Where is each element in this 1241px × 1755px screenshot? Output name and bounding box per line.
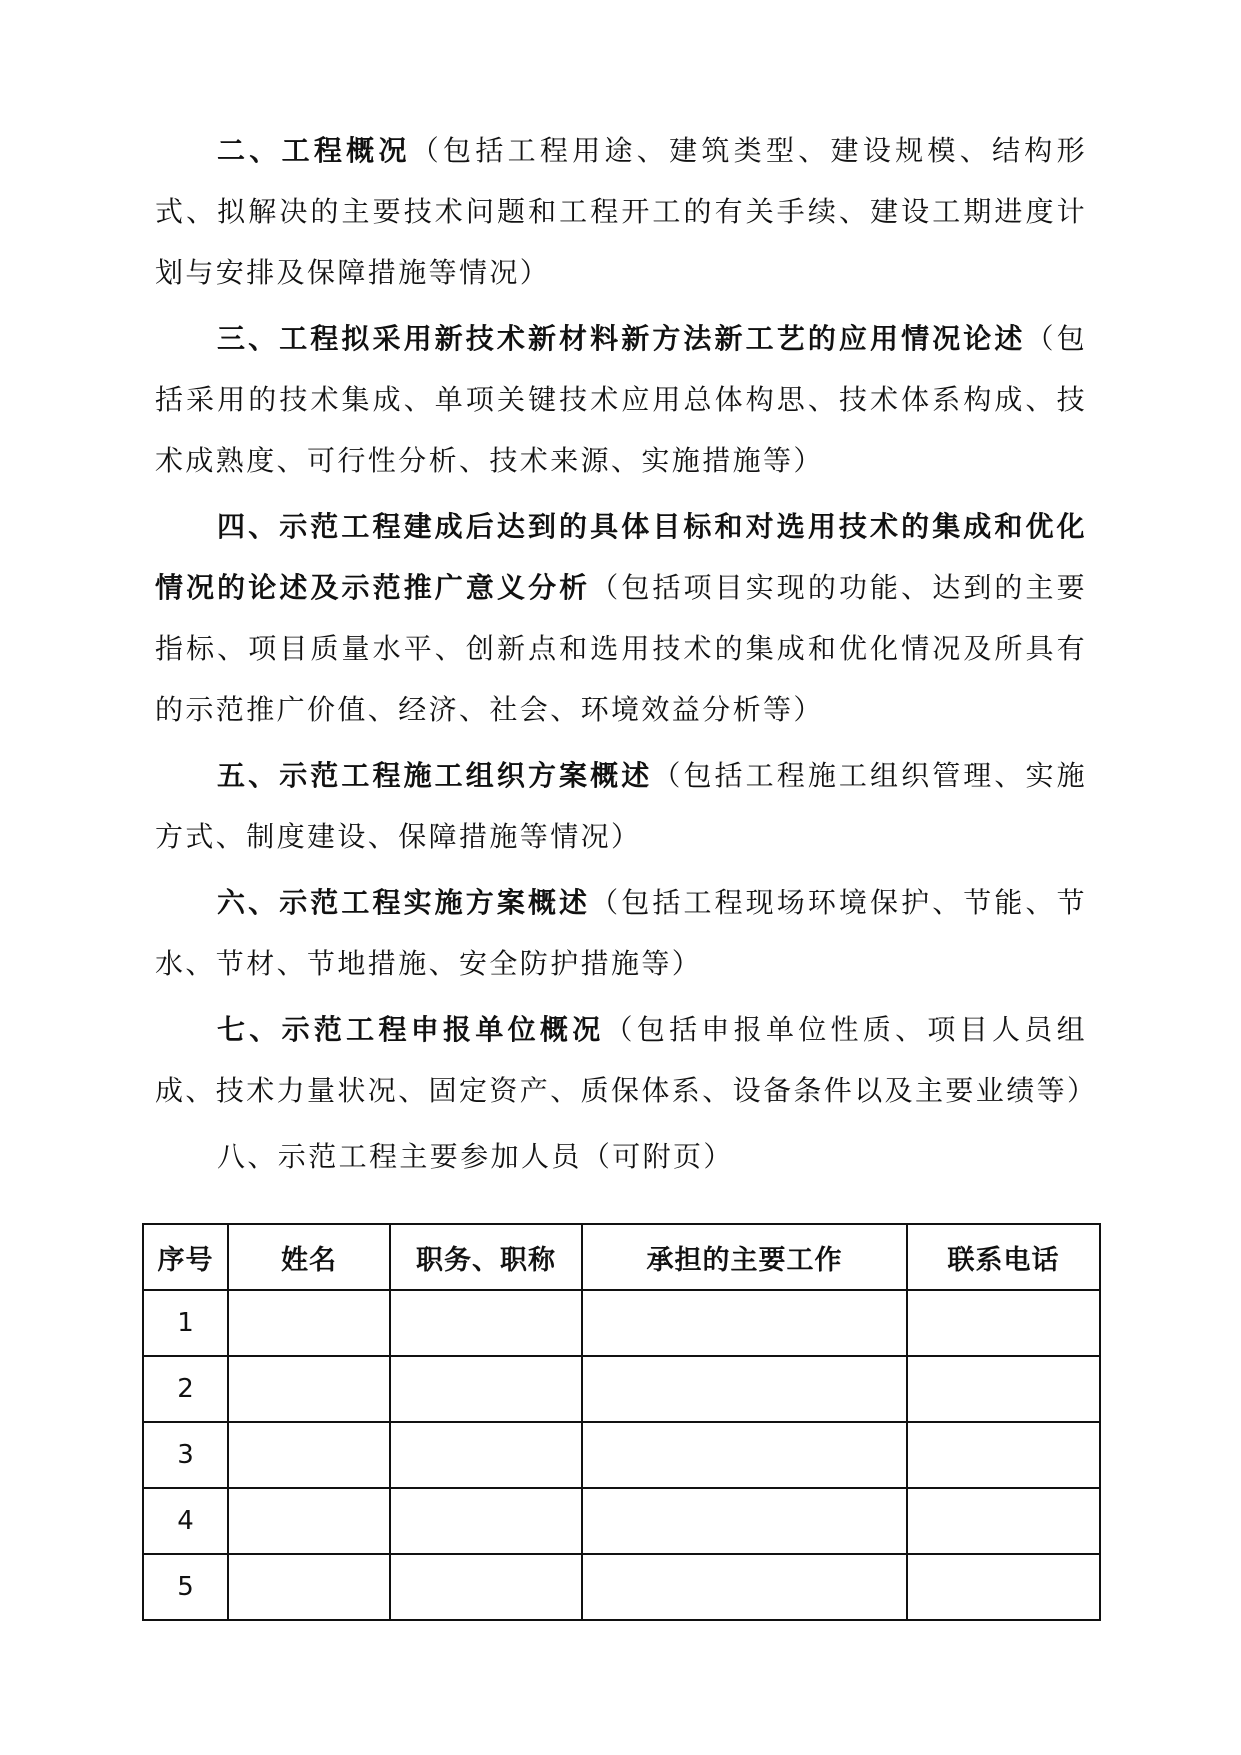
cell-phone[interactable] bbox=[907, 1290, 1100, 1356]
table-row bbox=[143, 1290, 1100, 1356]
column-header-name: 姓名 bbox=[228, 1224, 390, 1290]
cell-phone[interactable] bbox=[907, 1422, 1100, 1488]
cell-duty[interactable] bbox=[582, 1488, 907, 1554]
cell-index: 5 bbox=[143, 1554, 228, 1620]
table-row bbox=[143, 1554, 1100, 1620]
section-7 bbox=[155, 999, 1098, 1121]
table-row bbox=[143, 1422, 1100, 1488]
section-4 bbox=[155, 496, 1087, 740]
cell-title[interactable] bbox=[390, 1290, 582, 1356]
cell-index: 4 bbox=[143, 1488, 228, 1554]
section-heading: 二、工程概况 bbox=[217, 134, 411, 167]
cell-name[interactable] bbox=[228, 1554, 390, 1620]
section-heading: 五、示范工程施工组织方案概述 bbox=[217, 759, 653, 792]
cell-phone[interactable] bbox=[907, 1554, 1100, 1620]
section-2 bbox=[155, 120, 1087, 303]
cell-title[interactable] bbox=[390, 1554, 582, 1620]
section-heading: 八、示范工程主要参加人员 bbox=[217, 1140, 582, 1173]
table-row bbox=[143, 1488, 1100, 1554]
cell-index: 1 bbox=[143, 1290, 228, 1356]
section-5 bbox=[155, 745, 1087, 867]
document-body bbox=[155, 120, 1098, 1192]
cell-title[interactable] bbox=[390, 1488, 582, 1554]
staff-table bbox=[142, 1223, 1101, 1621]
cell-duty[interactable] bbox=[582, 1356, 907, 1422]
table-row bbox=[143, 1356, 1100, 1422]
section-note: （包括采用的技术集成、单项关键技术应用总体构思、技术体系构成、技术成熟度、可行性分析、技术来源、实施措施等） bbox=[155, 322, 1087, 477]
cell-duty[interactable] bbox=[582, 1422, 907, 1488]
table-header-row bbox=[143, 1224, 1100, 1290]
section-note: （包括工程施工组织管理、实施方式、制度建设、保障措施等情况） bbox=[155, 759, 1087, 853]
column-header-phone: 联系电话 bbox=[907, 1224, 1100, 1290]
section-heading: 四、示范工程建成后达到的具体目标和对选用技术的集成和优化情况的论述及示范推广意义分析 bbox=[155, 510, 1087, 604]
cell-title[interactable] bbox=[390, 1356, 582, 1422]
cell-index: 3 bbox=[143, 1422, 228, 1488]
cell-phone[interactable] bbox=[907, 1356, 1100, 1422]
cell-name[interactable] bbox=[228, 1488, 390, 1554]
section-note: （包括项目实现的功能、达到的主要指标、项目质量水平、创新点和选用技术的集成和优化情况及所具有的示范推广价值、经济、社会、环境效益分析等） bbox=[155, 571, 1087, 726]
section-8 bbox=[155, 1126, 1087, 1187]
cell-index: 2 bbox=[143, 1356, 228, 1422]
section-heading: 六、示范工程实施方案概述 bbox=[217, 886, 591, 919]
section-heading: 三、工程拟采用新技术新材料新方法新工艺的应用情况论述 bbox=[217, 322, 1026, 355]
column-header-duty: 承担的主要工作 bbox=[582, 1224, 907, 1290]
cell-duty[interactable] bbox=[582, 1554, 907, 1620]
section-heading: 七、示范工程申报单位概况 bbox=[217, 1013, 605, 1046]
cell-name[interactable] bbox=[228, 1290, 390, 1356]
section-note: （可附页） bbox=[581, 1140, 734, 1173]
section-3 bbox=[155, 308, 1087, 491]
section-note: （包括申报单位性质、项目人员组成、技术力量状况、固定资产、质保体系、设备条件以及主要业绩等） bbox=[155, 1013, 1098, 1107]
cell-duty[interactable] bbox=[582, 1290, 907, 1356]
cell-phone[interactable] bbox=[907, 1488, 1100, 1554]
section-note: （包括工程现场环境保护、节能、节水、节材、节地措施、安全防护措施等） bbox=[155, 886, 1087, 980]
column-header-index: 序号 bbox=[143, 1224, 228, 1290]
section-note: （包括工程用途、建筑类型、建设规模、结构形式、拟解决的主要技术问题和工程开工的有关手续、建设工期进度计划与安排及保障措施等情况） bbox=[155, 134, 1088, 289]
section-6 bbox=[155, 872, 1087, 994]
cell-title[interactable] bbox=[390, 1422, 582, 1488]
column-header-title: 职务、职称 bbox=[390, 1224, 582, 1290]
cell-name[interactable] bbox=[228, 1422, 390, 1488]
cell-name[interactable] bbox=[228, 1356, 390, 1422]
